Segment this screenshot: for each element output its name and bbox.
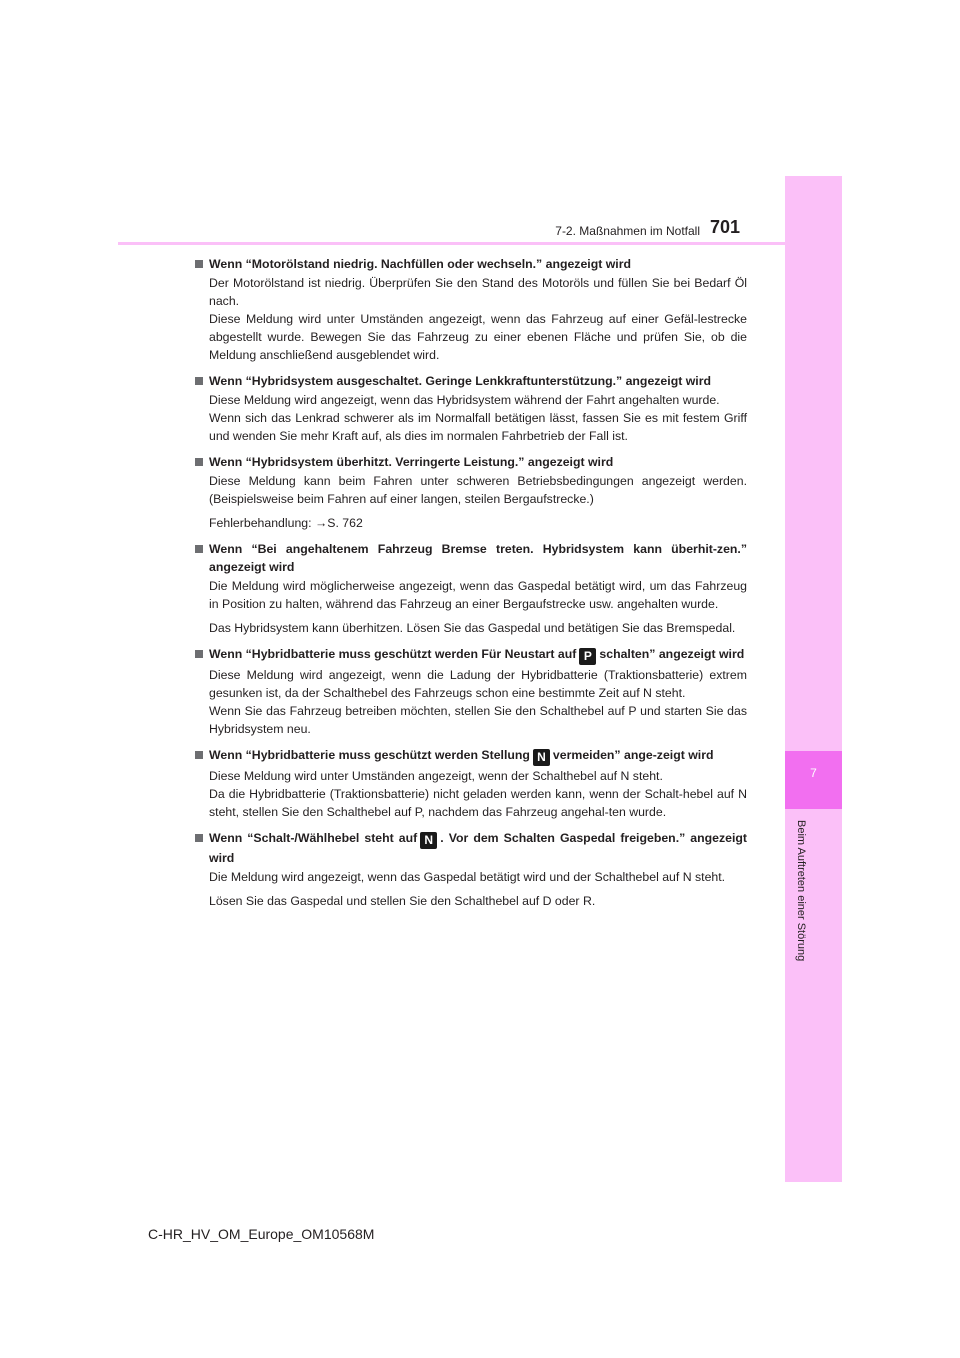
paragraph-line: Fehlerbehandlung: →S. 762 [209,516,363,530]
square-bullet-icon [195,650,203,658]
heading-text: Wenn “Schalt-/Wählhebel steht auf [209,831,418,845]
message-heading [194,746,747,766]
chapter-marker [785,751,842,809]
chapter-number: 7 [810,766,817,780]
main-content [209,255,747,918]
paragraph-line: Der Motorölstand ist niedrig. Überprüfen Sie den Stand des Motoröls und füllen Sie bei Bedarf Öl nach. [209,276,747,308]
paragraph-line: Diese Meldung kann beim Fahren unter schweren Betriebsbedingungen angezeigt werden. (Beispielsweise beim Fahren auf einer langen, steilen Bergaufstrecke.) [209,474,747,506]
message-item [209,645,747,738]
chapter-title: Beim Auftreten einer Störung [795,820,807,962]
gear-position-icon: N [420,832,437,849]
message-heading [194,372,747,390]
message-item [209,540,747,637]
message-paragraph [209,391,747,445]
message-heading [194,829,747,867]
heading-text: Wenn “Hybridbatterie muss geschützt werden Für Neustart auf [209,647,577,661]
paragraph-line: Diese Meldung wird unter Umständen angezeigt, wenn der Schalthebel auf N steht. [209,769,663,783]
square-bullet-icon [195,458,203,466]
message-paragraph [209,619,747,637]
message-paragraph [209,514,747,532]
message-paragraph [209,892,747,910]
heading-text: vermeiden” ange-zeigt wird [552,748,714,762]
message-item [209,453,747,532]
square-bullet-icon [195,751,203,759]
message-heading [194,255,747,273]
square-bullet-icon [195,834,203,842]
heading-text: Wenn “Motorölstand niedrig. Nachfüllen oder wechseln.” angezeigt wird [209,257,632,271]
heading-text: Wenn “Hybridbatterie muss geschützt werden Stellung [209,748,530,762]
paragraph-line: Diese Meldung wird angezeigt, wenn die Ladung der Hybridbatterie (Traktionsbatterie) extrem gesunken ist, da der Schalthebel des Fahrzeugs schon eine bestimmte Zeit auf N steht. [209,668,747,700]
document-code: C-HR_HV_OM_Europe_OM10568M [148,1226,375,1242]
paragraph-line: Wenn sich das Lenkrad schwerer als im Normalfall betätigen lässt, fassen Sie es mit festem Griff und wenden Sie mehr Kraft auf, als dies im normalen Fahrbetrieb der Fall ist. [209,411,747,443]
paragraph-line: Diese Meldung wird angezeigt, wenn das Hybridsystem während der Fahrt angehalten wurde. [209,393,720,407]
paragraph-line: Wenn Sie das Fahrzeug betreiben möchten, stellen Sie den Schalthebel auf P und starten Sie das Hybridsystem neu. [209,704,747,736]
message-paragraph [209,274,747,364]
paragraph-line: Da die Hybridbatterie (Traktionsbatterie) nicht geladen werden kann, wenn der Schalt-hebel auf N steht, stellen Sie den Schalthebel auf P, nachdem das Fahrzeug angehal-ten wurde. [209,787,747,819]
message-item [209,746,747,821]
paragraph-line: Die Meldung wird möglicherweise angezeigt, wenn das Gaspedal betätigt wird, um das Fahrzeug in Position zu halten, während das Fahrzeug an einer Bergaufstrecke usw. angehalten wurde. [209,579,747,611]
square-bullet-icon [195,260,203,268]
paragraph-line: Das Hybridsystem kann überhitzen. Lösen Sie das Gaspedal und betätigen Sie das Bremspedal. [209,621,736,635]
message-heading [194,645,747,665]
sidebar-tab [785,176,842,1182]
heading-text: . Vor dem Schalten Gaspedal freigeben.” angezeigt wird [209,831,748,865]
gear-position-icon: N [533,749,550,766]
message-paragraph [209,472,747,508]
message-paragraph [209,577,747,613]
heading-text: schalten” angezeigt wird [599,647,745,661]
gear-position-icon: P [579,648,596,665]
square-bullet-icon [195,377,203,385]
heading-text: Wenn “Hybridsystem überhitzt. Verringerte Leistung.” angezeigt wird [209,455,614,469]
message-item [209,255,747,364]
paragraph-line: Die Meldung wird angezeigt, wenn das Gaspedal betätigt wird und der Schalthebel auf N steht. [209,870,726,884]
section-title: 7-2. Maßnahmen im Notfall [555,224,700,238]
header-rule [118,242,785,245]
page-number: 701 [710,217,741,237]
message-paragraph [209,868,747,886]
heading-text: Wenn “Bei angehaltenem Fahrzeug Bremse treten. Hybridsystem kann überhit-zen.” angezeigt wird [209,542,747,574]
message-heading [194,540,747,576]
message-paragraph [209,767,747,821]
paragraph-line: Lösen Sie das Gaspedal und stellen Sie den Schalthebel auf D oder R. [209,894,596,908]
message-item [209,829,747,910]
heading-text: Wenn “Hybridsystem ausgeschaltet. Geringe Lenkkraftunterstützung.” angezeigt wird [209,374,711,388]
message-item [209,372,747,445]
square-bullet-icon [195,545,203,553]
message-paragraph [209,666,747,738]
message-heading [194,453,747,471]
paragraph-line: Diese Meldung wird unter Umständen angezeigt, wenn das Fahrzeug auf einer Gefäl-lestrecke abgestellt wurde. Bewegen Sie das Fahrzeug zu einer ebenen Fläche und prüfen Sie, ob die Meldung anschließend ausgeblendet wird. [209,312,747,362]
